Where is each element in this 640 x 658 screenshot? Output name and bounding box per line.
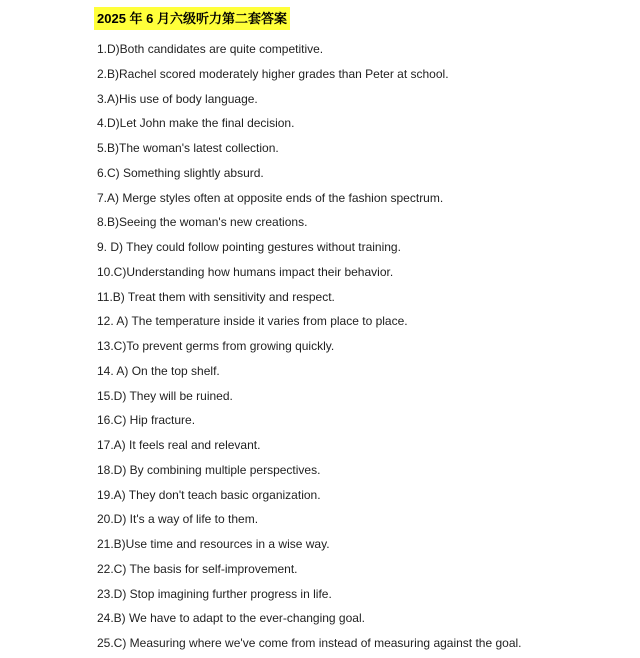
answer-item: 20.D) It's a way of life to them.: [97, 512, 259, 527]
answer-item: 6.C) Something slightly absurd.: [97, 165, 264, 180]
answer-item: 4.D)Let John make the final decision.: [97, 116, 295, 131]
answer-item: 24.B) We have to adapt to the ever-changing goal.: [97, 611, 365, 626]
answer-item: 8.B)Seeing the woman's new creations.: [97, 215, 308, 230]
document-title: 2025 年 6 月六级听力第二套答案: [94, 7, 290, 30]
answer-item: 16.C) Hip fracture.: [97, 413, 196, 428]
answer-item: 10.C)Understanding how humans impact their behavior.: [97, 264, 394, 279]
answer-item: 19.A) They don't teach basic organization.: [97, 487, 321, 502]
answer-item: 15.D) They will be ruined.: [97, 388, 233, 403]
answer-list: [97, 39, 627, 658]
answer-item: 13.C)To prevent germs from growing quickly.: [97, 339, 335, 353]
answer-item: 17.A) It feels real and relevant.: [97, 438, 261, 452]
answer-item: 2.B)Rachel scored moderately higher grades than Peter at school.: [97, 66, 449, 81]
answer-item: 21.B)Use time and resources in a wise way.: [97, 537, 330, 551]
answer-item: 5.B)The woman's latest collection.: [97, 141, 279, 155]
answer-item: 14. A) On the top shelf.: [97, 363, 220, 378]
answer-item: 12. A) The temperature inside it varies from place to place.: [97, 314, 408, 329]
answer-item: 11.B) Treat them with sensitivity and respect.: [97, 289, 335, 304]
answer-item: 23.D) Stop imagining further progress in life.: [97, 586, 332, 601]
answer-item: 7.A) Merge styles often at opposite ends of the fashion spectrum.: [97, 190, 444, 205]
answer-item: 1.D)Both candidates are quite competitive.: [97, 42, 324, 56]
answer-item: 25.C) Measuring where we've come from instead of measuring against the goal.: [97, 636, 522, 650]
answer-item: 22.C) The basis for self-improvement.: [97, 561, 298, 576]
answer-item: 3.A)His use of body language.: [97, 91, 258, 106]
answer-item: 9. D) They could follow pointing gestures without training.: [97, 240, 401, 254]
answer-item: 18.D) By combining multiple perspectives.: [97, 462, 321, 477]
